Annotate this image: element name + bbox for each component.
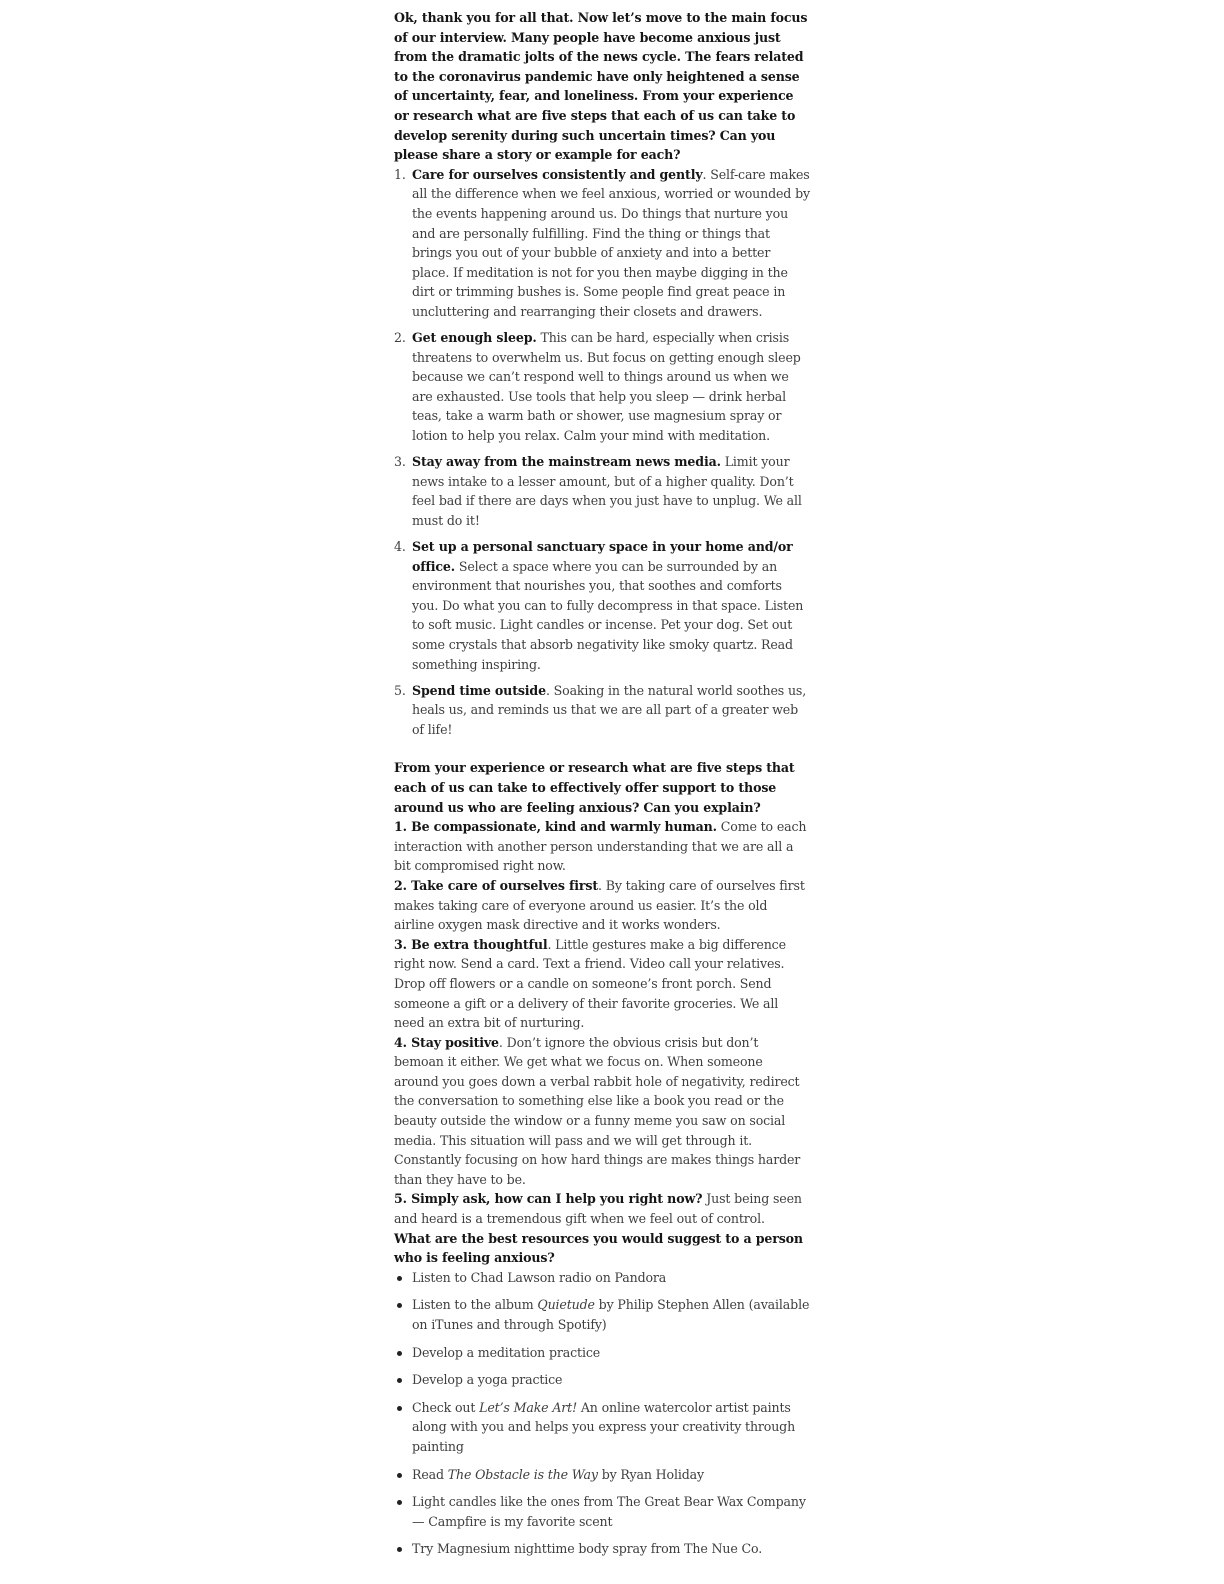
resources-list — [394, 1268, 811, 1559]
resource-text: Develop a yoga practice — [412, 1372, 563, 1388]
bullet-icon — [397, 1303, 402, 1308]
step-title: Set up a personal sanctuary space in your home and/or office. — [412, 538, 793, 574]
interview-question-serenity: Ok, thank you for all that. Now let’s move to the main focus of our interview. Many people have become anxious just from the dramatic jolts of the news cycle. The fears related to the coronavirus pandemic have only heightened a sense of uncertainty, fear, and loneliness. From your experience or research what are five steps that each of us can take to develop serenity during such uncertain times? Can you please share a story or example for each? — [394, 10, 808, 163]
step-number: 2. — [394, 330, 406, 345]
list-item — [394, 1539, 811, 1559]
resource-text: Listen to the album — [412, 1297, 538, 1313]
resource-text: Develop a meditation practice — [412, 1344, 601, 1360]
list-item — [394, 537, 811, 674]
list-item — [394, 1295, 811, 1334]
step-number: 3. — [394, 454, 406, 470]
support-text: . Don’t ignore the obvious crisis but don’t bemoan it either. We get what we focus on. When someone around you goes down a verbal rabbit hole of negativity, redirect the conversation to something else like a book you read or the beauty outside the window or a funny meme you saw on social media. This situation will pass and we will get through it. Constantly focusing on how hard things are makes things harder than they have to be. — [394, 1034, 801, 1187]
step-title: Get enough sleep. — [412, 330, 537, 345]
step-text: This can be hard, especially when crisis threatens to overwhelm us. But focus on getting enough sleep because we can’t respond well to things around us when we are exhausted. Use tools that help you sleep — drink herbal teas, take a warm bath or shower, use magnesium spray or lotion to help you relax. Calm your mind with meditation. — [412, 330, 801, 443]
bullet-icon — [397, 1473, 402, 1478]
step-text: . Self-care makes all the difference when we feel anxious, worried or wounded by the events happening around us. Do things that nurture you and are personally fulfilling. Find the thing or things that brings you out of your bubble of anxiety and into a better place. If meditation is not for you then maybe digging in the dirt or trimming bushes is. Some people find great peace in uncluttering and rearranging their closets and drawers. — [412, 166, 810, 319]
list-item — [394, 165, 811, 322]
resource-text: Try Magnesium nighttime body spray from The Nue Co. — [412, 1541, 763, 1557]
support-text: Just being seen and heard is a tremendous gift when we feel out of control. — [394, 1191, 802, 1227]
bullet-icon — [397, 1351, 402, 1356]
support-title: 1. Be compassionate, kind and warmly human. — [394, 819, 717, 835]
list-item — [394, 1465, 811, 1485]
resource-text-tail: by Ryan Holiday — [597, 1466, 704, 1482]
bullet-icon — [397, 1500, 402, 1505]
support-paragraph — [394, 1189, 811, 1228]
support-paragraph — [394, 1033, 811, 1190]
step-number: 4. — [394, 538, 406, 554]
article-body — [394, 8, 811, 1567]
resource-text-tail: by Philip Stephen Allen (available on iTunes and through Spotify) — [412, 1297, 810, 1332]
support-paragraph — [394, 935, 811, 1033]
resource-title: Let’s Make Art! — [479, 1399, 577, 1415]
list-item — [394, 1370, 811, 1390]
resource-title: The Obstacle is the Way — [447, 1466, 598, 1482]
step-title: Spend time outside — [412, 682, 546, 698]
support-title: 3. Be extra thoughtful — [394, 936, 548, 952]
support-title: 4. Stay positive — [394, 1034, 499, 1050]
resource-text: Check out — [412, 1399, 480, 1415]
resource-title: Quietude — [537, 1297, 595, 1313]
step-text: Select a space where you can be surrounded by an environment that nourishes you, that soothes and comforts you. Do what you can to fully decompress in that space. Listen to soft music. Light candles or incense. Pet your dog. Set out some crystals that absorb negativity like smoky quartz. Read something inspiring. — [412, 558, 804, 672]
interview-question-resources: What are the best resources you would suggest to a person who is feeling anxious? — [394, 1230, 803, 1266]
list-item — [394, 1268, 811, 1288]
list-item — [394, 452, 811, 530]
support-text: . Little gestures make a big difference right now. Send a card. Text a friend. Video call your relatives. Drop off flowers or a candle on someone’s front porch. Send someone a gift or a delivery of their favorite groceries. We all need an extra bit of nurturing. — [394, 936, 786, 1031]
interview-question-support: From your experience or research what are five steps that each of us can take to effectively offer support to those around us who are feeling anxious? Can you explain? — [394, 760, 795, 815]
resource-text-tail: An online watercolor artist paints along with you and helps you express your creativity through painting — [412, 1399, 796, 1454]
bullet-icon — [397, 1547, 402, 1552]
support-paragraph — [394, 876, 811, 935]
step-number: 1. — [394, 166, 406, 182]
step-text: . Soaking in the natural world soothes us, heals us, and reminds us that we are all part of a greater web of life! — [412, 682, 807, 737]
support-paragraph — [394, 817, 811, 876]
step-title: Stay away from the mainstream news media. — [412, 454, 721, 470]
resource-text: Read — [412, 1466, 448, 1482]
step-title: Care for ourselves consistently and gently — [412, 166, 703, 182]
support-text: . By taking care of ourselves first makes taking care of everyone around us easier. It’s the old airline oxygen mask directive and it works wonders. — [394, 877, 805, 933]
bullet-icon — [397, 1276, 402, 1281]
list-item — [394, 1343, 811, 1363]
serenity-steps-list — [394, 165, 811, 740]
bullet-icon — [397, 1406, 402, 1411]
support-text: Come to each interaction with another person understanding that we are all a bit compromised right now. — [394, 819, 807, 874]
resource-text: Light candles like the ones from The Great Bear Wax Company — Campfire is my favorite scent — [412, 1494, 806, 1529]
support-title: 5. Simply ask, how can I help you right now? — [394, 1191, 703, 1207]
step-text: Limit your news intake to a lesser amount, but of a higher quality. Don’t feel bad if there are days when you just have to unplug. We all must do it! — [412, 454, 802, 528]
list-item — [394, 1492, 811, 1531]
list-item — [394, 681, 811, 740]
support-title: 2. Take care of ourselves first — [394, 877, 599, 893]
list-item — [394, 328, 811, 446]
bullet-icon — [397, 1378, 402, 1383]
resource-text: Listen to Chad Lawson radio on Pandora — [412, 1269, 667, 1285]
step-number: 5. — [394, 682, 406, 698]
list-item — [394, 1398, 811, 1457]
